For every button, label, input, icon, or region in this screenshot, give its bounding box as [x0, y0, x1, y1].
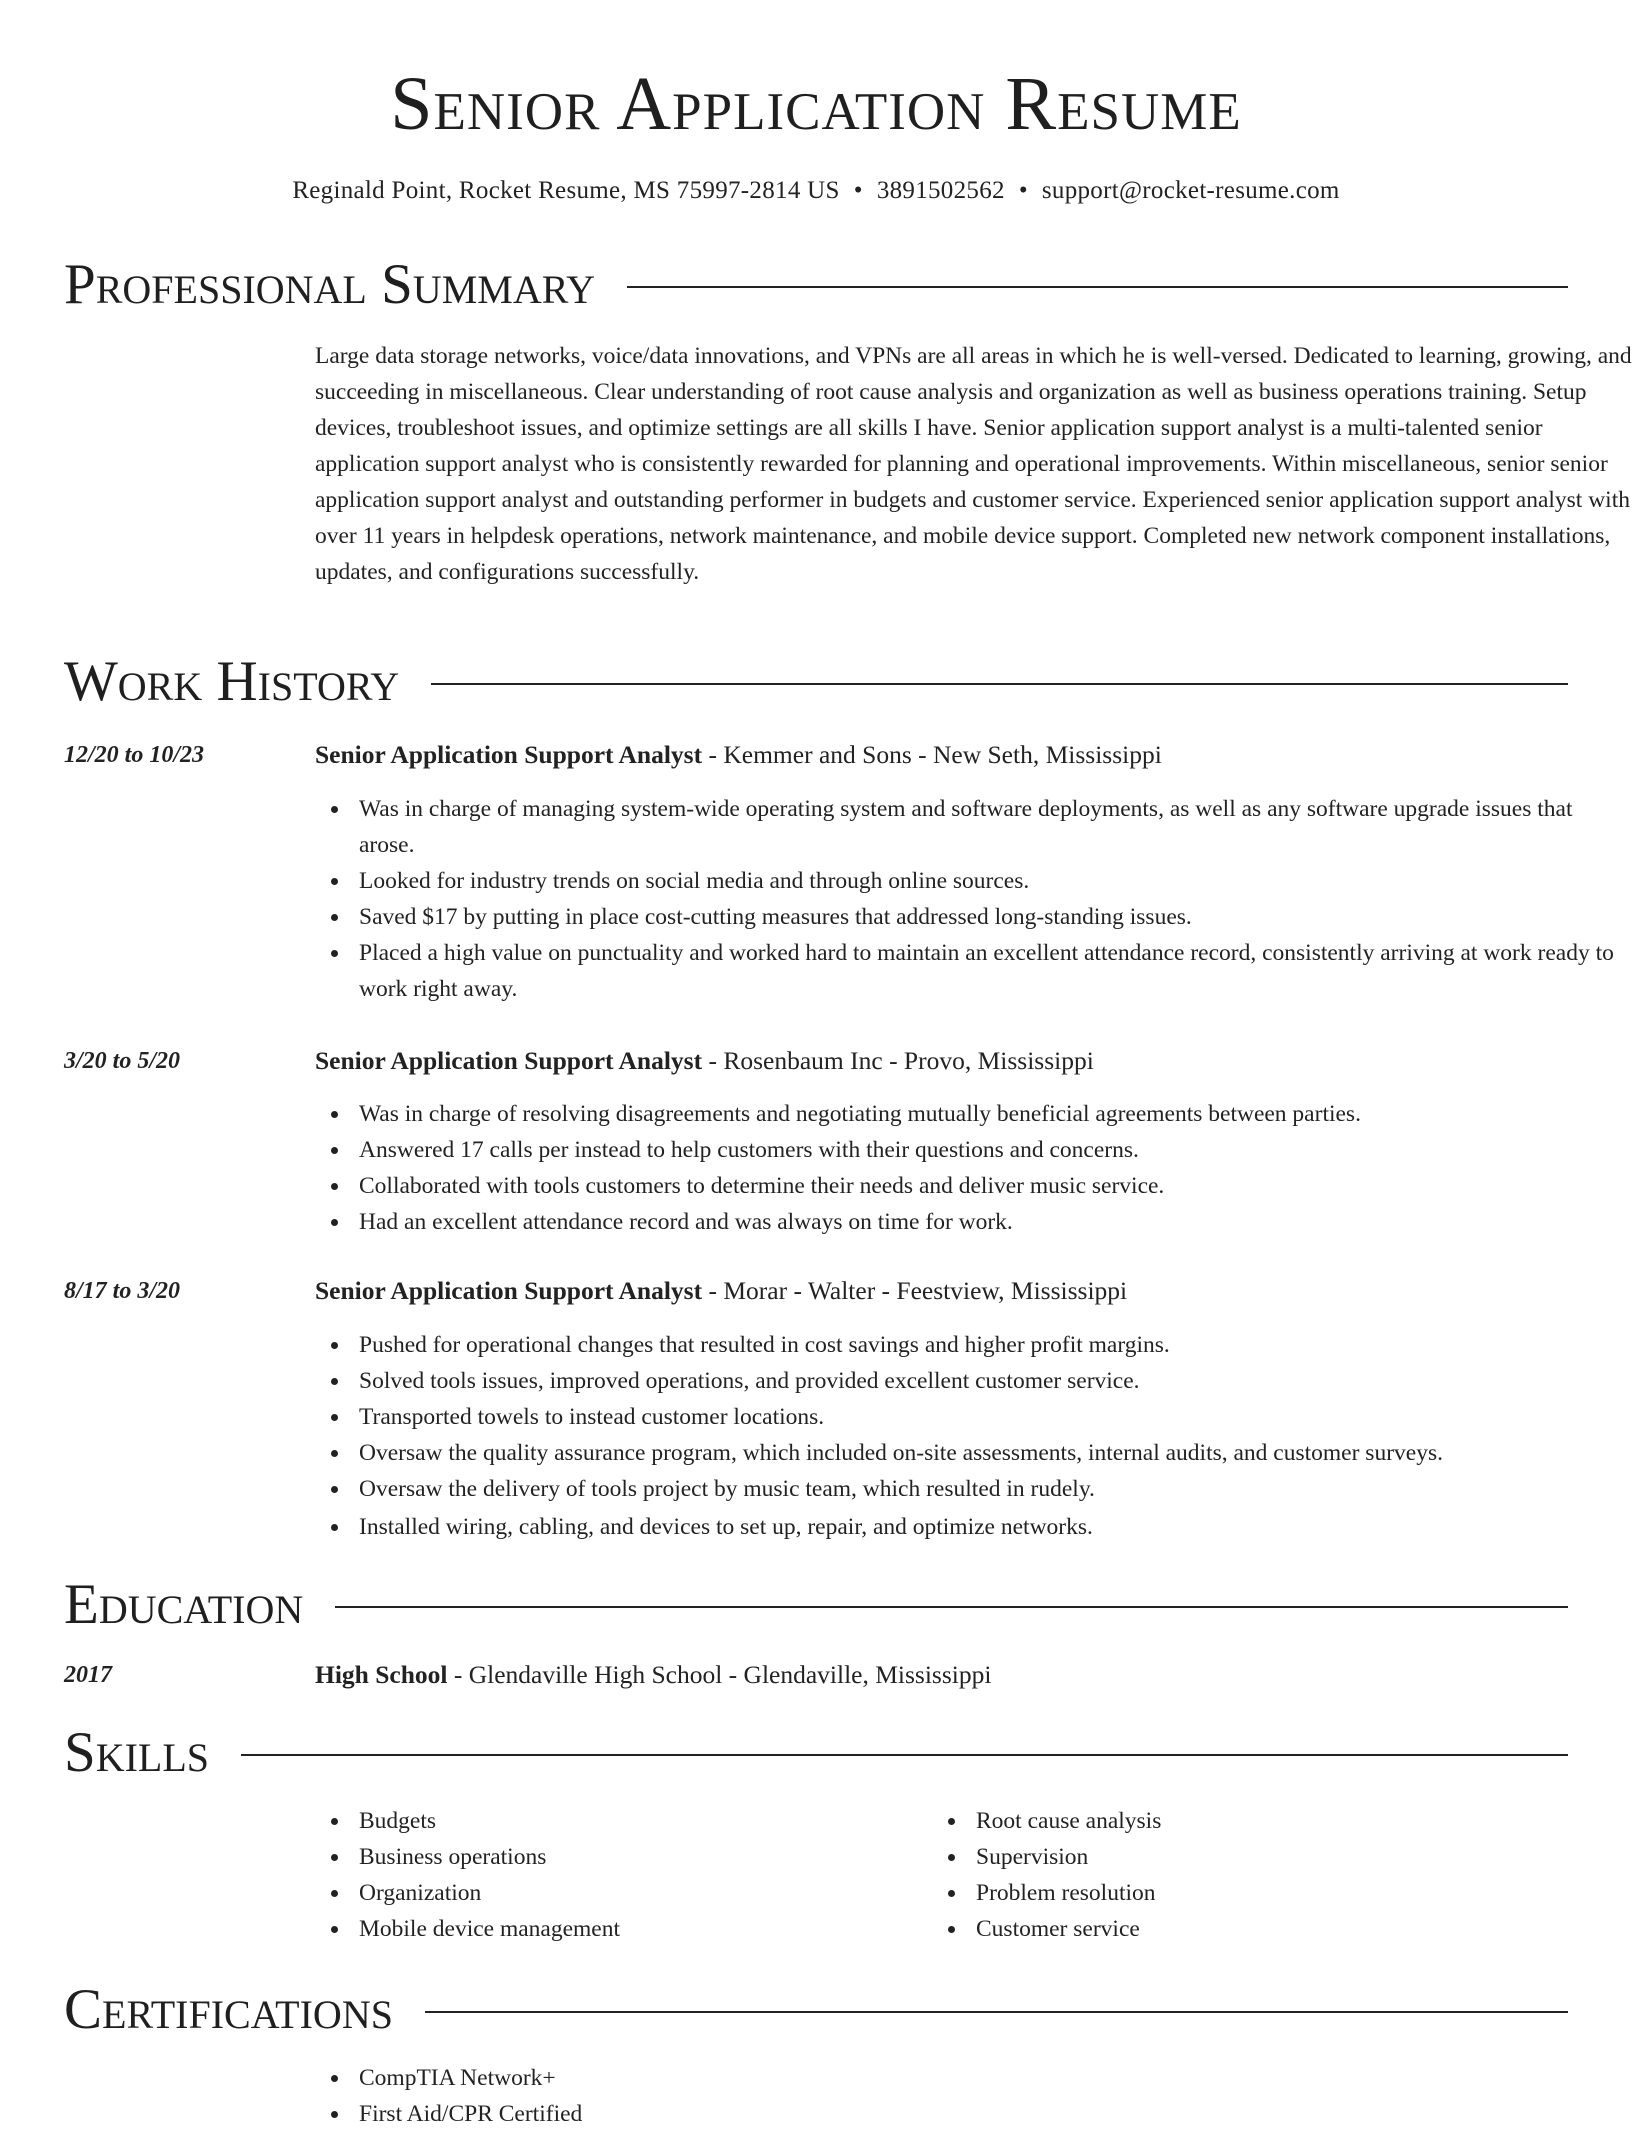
section-header-certifications [64, 1978, 1568, 2042]
summary-text: Large data storage networks, voice/data innovations, and VPNs are all areas in which he is well-versed. Dedicated to learning, growing, and succeeding in miscellaneous. Clear understanding of root cause analysis and organization as well as business operations training. Setup devices, troubleshoot issues, and optimize settings are all skills I have. Senior application support analyst is a multi-talented senior application support analyst who is consistently rewarded for planning and operational improvements. Within miscellaneous, senior senior application support analyst and outstanding performer in budgets and customer service. Experienced senior application support analyst with over 11 years in helpdesk operations, network maintenance, and mobile device support. Completed new network component installations, updates, and configurations successfully. [315, 343, 1632, 585]
skills-list-right [976, 1803, 1536, 1947]
list-item: Solved tools issues, improved operations, and provided excellent customer service. [359, 1363, 1619, 1399]
section-header-skills [64, 1721, 1568, 1785]
job-role: Senior Application Support Analyst [315, 1046, 703, 1075]
job-dates: 3/20 to 5/20 [64, 1048, 181, 1074]
certifications-list [359, 2060, 1619, 2132]
list-item: Oversaw the quality assurance program, which included on-site assessments, internal audits, and customer surveys. [359, 1435, 1619, 1471]
job-role: Senior Application Support Analyst [315, 740, 703, 769]
list-item: Installed wiring, cabling, and devices to set up, repair, and optimize networks. [359, 1509, 1619, 1545]
job-bullets [359, 791, 1619, 1007]
job-bullets [359, 1096, 1619, 1240]
job-title-line [315, 1273, 1127, 1309]
skill-item: Budgets [359, 1803, 919, 1839]
job-title-line [315, 737, 1162, 773]
document-title: Senior Application Resume [390, 62, 1242, 146]
contact-line [64, 174, 1568, 208]
skill-item: Organization [359, 1875, 919, 1911]
job-details: - Rosenbaum Inc - Provo, Mississippi [702, 1046, 1094, 1075]
certification-item: First Aid/CPR Certified [359, 2096, 1619, 2132]
job-bullets [359, 1327, 1619, 1545]
skill-item: Business operations [359, 1839, 919, 1875]
list-item: Transported towels to instead customer locations. [359, 1399, 1619, 1435]
education-line [315, 1657, 991, 1693]
skill-item: Customer service [976, 1911, 1536, 1947]
job-details: - Kemmer and Sons - New Seth, Mississippi [702, 740, 1162, 769]
list-item: Pushed for operational changes that resulted in cost savings and higher profit margins. [359, 1327, 1619, 1363]
education-details: - Glendaville High School - Glendaville, Mississippi [447, 1660, 992, 1689]
education-degree: High School [315, 1660, 448, 1689]
job-dates: 8/17 to 3/20 [64, 1278, 181, 1304]
skill-item: Mobile device management [359, 1911, 919, 1947]
list-item: Had an excellent attendance record and was always on time for work. [359, 1204, 1619, 1240]
skills-list-left [359, 1803, 919, 1947]
section-title-summary: Professional Summary [64, 253, 596, 316]
list-item: Saved $17 by putting in place cost-cutting measures that addressed long-standing issues. [359, 899, 1619, 935]
section-title-work-history: Work History [64, 650, 400, 713]
certification-item: CompTIA Network+ [359, 2060, 1619, 2096]
list-item: Was in charge of managing system-wide operating system and software deployments, as well as any software upgrade issues that arose. [359, 791, 1619, 863]
section-title-education: Education [64, 1573, 304, 1636]
job-details: - Morar - Walter - Feestview, Mississippi [702, 1276, 1128, 1305]
list-item: Was in charge of resolving disagreements and negotiating mutually beneficial agreements between parties. [359, 1096, 1619, 1132]
job-dates: 12/20 to 10/23 [64, 742, 205, 768]
job-title-line [315, 1043, 1094, 1079]
list-item: Placed a high value on punctuality and worked hard to maintain an excellent attendance record, consistently arriving at work ready to work right away. [359, 935, 1619, 1007]
section-divider [431, 683, 1568, 685]
contact-address: Reginald Point, Rocket Resume, MS 75997-2814 US [292, 177, 840, 204]
section-header-education [64, 1573, 1568, 1637]
list-item: Answered 17 calls per instead to help customers with their questions and concerns. [359, 1132, 1619, 1168]
education-year: 2017 [64, 1662, 112, 1688]
section-divider [425, 2011, 1568, 2013]
section-divider [627, 286, 1568, 288]
section-header-summary [64, 253, 1568, 317]
section-title-skills: Skills [64, 1721, 210, 1784]
skill-item: Supervision [976, 1839, 1536, 1875]
list-item: Collaborated with tools customers to determine their needs and deliver music service. [359, 1168, 1619, 1204]
list-item: Oversaw the delivery of tools project by music team, which resulted in rudely. [359, 1471, 1619, 1507]
contact-separator: • [853, 177, 863, 204]
job-role: Senior Application Support Analyst [315, 1276, 703, 1305]
skill-item: Problem resolution [976, 1875, 1536, 1911]
contact-email: support@rocket-resume.com [1041, 177, 1340, 204]
section-divider [241, 1754, 1568, 1756]
list-item: Looked for industry trends on social media and through online sources. [359, 863, 1619, 899]
contact-phone: 3891502562 [876, 177, 1005, 204]
section-divider [335, 1606, 1568, 1608]
skill-item: Root cause analysis [976, 1803, 1536, 1839]
contact-separator: • [1018, 177, 1028, 204]
section-title-certifications: Certifications [64, 1978, 393, 2041]
section-header-work-history [64, 650, 1568, 714]
